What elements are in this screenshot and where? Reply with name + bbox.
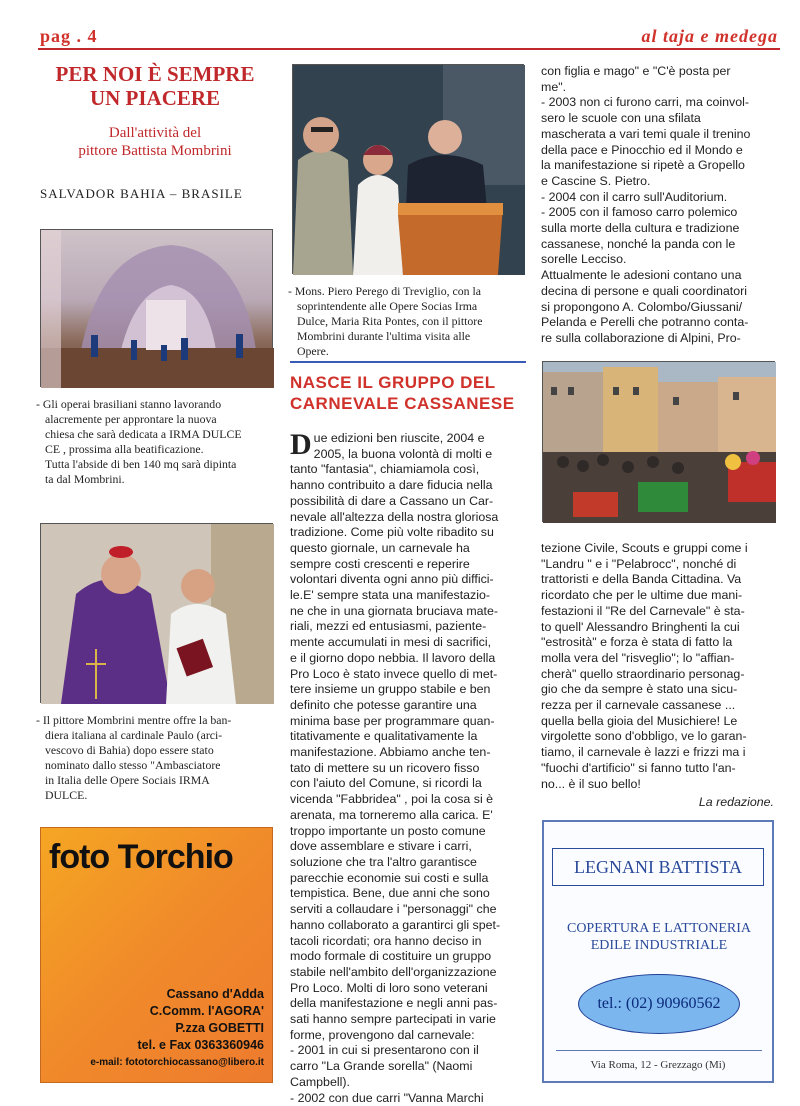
drop-cap: D — [290, 428, 312, 461]
ad-address: Via Roma, 12 - Grezzago (Mi) — [590, 1059, 726, 1071]
article-title-carnevale — [290, 372, 526, 414]
body-line: tato di mettere su un ricovero fisso — [290, 760, 480, 775]
caption-line: Mombrini durante l'ultima visita alle — [297, 329, 471, 343]
ad-legnani-battista — [542, 820, 774, 1083]
body-line: Pro Loco. Molti di loro sono veterani — [290, 980, 488, 995]
caption-line: vescovo di Bahia) dopo essere stato — [45, 743, 214, 757]
caption-line: - Mons. Piero Perego di Treviglio, con la — [288, 284, 482, 298]
caption-line: CE , prossima alla beatificazione. — [45, 442, 204, 456]
body-line: cassanese, nonché la panda con le — [541, 236, 736, 251]
body-line: della pace e Pinocchio ed il Mondo e — [541, 142, 743, 157]
cardinal-image — [41, 524, 274, 704]
ad-brand-torchio: Torchio — [117, 838, 233, 876]
body-line: serviti a collaudare i "personaggi" che — [290, 902, 497, 917]
header-rule — [38, 48, 780, 50]
body-line: modo formale di costituire un gruppo — [290, 949, 492, 964]
church-interior-image — [41, 230, 274, 388]
body-line: con figlia e mago" e "C'è posta per — [541, 64, 731, 78]
masthead: al taja e medega — [641, 26, 778, 46]
body-line: con l'aiuto del Comune, si ricordi la — [290, 776, 482, 791]
caption-line: DULCE. — [45, 788, 88, 802]
body-line: titativamente e qualitativamente la — [290, 729, 478, 744]
title-line: UN PIACERE — [89, 86, 221, 110]
body-line: tezione Civile, Scouts e gruppi come i — [541, 541, 748, 555]
ad-divider — [556, 1050, 762, 1051]
body-line: re sulla collaborazione di Alpini, Pro- — [541, 330, 741, 345]
visit-image — [293, 65, 525, 275]
caption-line: - Il pittore Mombrini mentre offre la ban- — [36, 713, 232, 727]
caption-line: in Italia delle Opere Sociais IRMA — [45, 773, 210, 787]
body-line: no... è il suo bello! — [541, 776, 641, 791]
body-line: hanno contribuito a dare fiducia nella — [290, 478, 493, 493]
article-rule — [290, 361, 526, 363]
ad-foto-torchio — [40, 827, 273, 1083]
location-label: SALVADOR BAHIA – BRASILE — [40, 186, 243, 201]
caption-line: Tutta l'abside di ben 140 mq sarà dipinta — [45, 457, 237, 471]
body-line: - 2002 con due carri "Vanna Marchi — [290, 1090, 484, 1105]
photo-visit — [292, 64, 524, 274]
body-line: arenata, ma torneremo alla carica. E' — [290, 807, 493, 822]
caption-photo-2 — [36, 713, 276, 803]
body-line: Attualmente le adesioni contano una — [541, 268, 742, 283]
body-line: "estrosità" e forza è stata di fatto la — [541, 635, 733, 650]
body-line: soluzione che tra l'altro garantisce — [290, 854, 477, 869]
body-line: minima base per programmare quan- — [290, 713, 495, 728]
body-line: troppo importante un posto comune — [290, 823, 486, 838]
title-line: CARNEVALE CASSANESE — [290, 394, 515, 413]
body-line: "fuochi d'artificio" si fanno tutto l'an- — [541, 760, 736, 775]
subtitle-line: Dall'attività del — [108, 125, 202, 141]
ad-line: tel. e Fax 0363360946 — [137, 1038, 264, 1052]
caption-line: Opere. — [297, 344, 329, 358]
body-line: nevale all'altezza della nostra gloriosa — [290, 509, 499, 524]
body-line: quella bella gioia del Musichiere! Le — [541, 713, 738, 728]
body-line: ricordato che per le ultime due mani- — [541, 588, 743, 603]
body-line: rezza per il carnevale cassanese ... — [541, 698, 736, 713]
body-line: sero le scuole con una sfilata — [541, 111, 701, 126]
body-line: Pro Loco è stato invece quello di met- — [290, 666, 498, 681]
body-line: forme, provengono dal carnevale: — [290, 1027, 475, 1042]
caption-line: - Gli operai brasiliani stanno lavorando — [36, 397, 222, 411]
body-line: - 2003 non ci furono carri, ma coinvol- — [541, 95, 749, 110]
body-line: hanno collaborato a garantirci gli spet- — [290, 917, 501, 932]
ad-line: P.zza GOBETTI — [175, 1021, 264, 1035]
body-line: decina di persone e quali coordinatori — [541, 283, 747, 298]
ad-service-line: EDILE INDUSTRIALE — [590, 938, 728, 953]
signature: La redazione. — [698, 795, 774, 809]
caption-line: alacremente per approntare la nuova — [45, 412, 217, 426]
body-line: tanto "fantasia", chiamiamola così, — [290, 462, 480, 477]
body-line: questo giornale, un carnevale ha — [290, 540, 470, 555]
body-line: festazioni il "Re del Carnevale" è sta- — [541, 603, 745, 618]
body-line: cherà" quello straordinario personag- — [541, 666, 745, 681]
body-line: me". — [541, 79, 567, 94]
body-line: ne che in una giornata bruciava mate- — [290, 603, 499, 618]
article-subtitle-left — [36, 124, 274, 160]
ad-name-box — [552, 848, 764, 886]
body-line: manifestazione. Abbiamo anche ten- — [290, 745, 491, 760]
ad-line: C.Comm. l'AGORA' — [149, 1004, 264, 1018]
body-line: la manifestazione si ripetè a Gropello — [541, 158, 745, 173]
caption-line: chiesa che sarà dedicata a IRMA DULCE — [45, 427, 242, 441]
body-line: sempre costi crescenti e reperire — [290, 556, 470, 571]
carnival-square-image — [543, 362, 776, 523]
body-line: ue edizioni ben riuscite, 2004 e — [313, 431, 485, 445]
body-line: tiamo, il carnevale è lazzi e frizzi ma i — [541, 745, 746, 760]
body-line: - 2004 con il carro sull'Auditorium. — [541, 189, 728, 204]
body-line: - 2005 con il famoso carro polemico — [541, 205, 738, 220]
caption-line: Dulce, Maria Rita Pontes, con il pittore — [297, 314, 483, 328]
subtitle-line: pittore Battista Mombrini — [78, 143, 232, 159]
photo-cardinal — [40, 523, 273, 703]
body-line: tacoli ricordati; ora hanno deciso in — [290, 933, 482, 948]
body-line: gio che da sempre è stato una sicu- — [541, 682, 738, 697]
ad-brand-foto: foto — [49, 838, 110, 876]
body-line: tere insieme un gruppo stabile e ben — [290, 682, 491, 697]
body-line: definito che potesse garantire una — [290, 697, 477, 712]
caption-photo-3 — [288, 284, 528, 359]
ad-phone-badge — [578, 974, 740, 1034]
body-line: 2005, la buona volontà di molti e — [313, 446, 493, 461]
body-line: e il giorno dopo nebbia. Il lavoro della — [290, 650, 496, 665]
body-line: carro "La Grande sorella" (Naomi — [290, 1059, 473, 1074]
body-line: sulla morte della cultura e tradizione — [541, 221, 740, 236]
body-line: vicenda "Fabbridea" , poi la cosa si è — [290, 792, 494, 807]
caption-line: diera italiana al cardinale Paulo (arci- — [45, 728, 223, 742]
body-line: molla vera del "risveglio"; lo "affian- — [541, 650, 735, 665]
body-line: Campbell). — [290, 1074, 350, 1089]
photo-church-workers — [40, 229, 273, 387]
body-line: sati hanno sempre partecipati in varie — [290, 1012, 496, 1027]
body-line: "Landru " e i "Pelabrocc", nonché di — [541, 556, 737, 571]
caption-line: ta dal Mombrini. — [45, 472, 125, 486]
body-line: e Cascine S. Pietro. — [541, 173, 651, 188]
body-line: tradizione. Come più volte ribadito su — [290, 525, 494, 540]
body-line: dove assemblare e stivare i carri, — [290, 839, 472, 854]
ad-service-line: COPERTURA E LATTONERIA — [566, 921, 752, 936]
body-line: volontari diventa ogni anno più diffici- — [290, 572, 494, 587]
ad-phone[interactable]: tel.: (02) 90960562 — [597, 995, 721, 1012]
caption-line: nominato dallo stesso "Ambasciatore — [45, 758, 221, 772]
body-line: stabile nell'ambito dell'organizzazione — [290, 964, 497, 979]
ad-email[interactable]: e-mail: fototorchiocassano@libero.it — [90, 1057, 264, 1068]
body-line: mascherata a vari temi quale il trenino — [541, 126, 751, 141]
caption-photo-1 — [36, 397, 276, 487]
article-body-middle — [290, 428, 526, 1105]
caption-line: soprintendente alle Opere Socias Irma — [297, 299, 478, 313]
body-line: le.E' sempre stata una manifestazio- — [290, 588, 491, 603]
title-line: NASCE IL GRUPPO DEL — [290, 373, 496, 392]
photo-carnival-square — [542, 361, 775, 522]
article-body-right-bottom — [541, 541, 775, 792]
body-line: riali, mezzi ed entusiasmi, paziente- — [290, 619, 487, 634]
body-line: trattoristi e della Banda Cittadina. Va — [541, 572, 742, 587]
page-number: pag . 4 — [40, 26, 98, 46]
title-line: PER NOI È SEMPRE — [55, 62, 255, 86]
body-line: Pelanda e Perelli che potranno conta- — [541, 315, 749, 330]
article-title-left — [36, 62, 274, 110]
body-line: tempistica. Bene, due anni che sono — [290, 886, 490, 901]
article-body-right-top — [541, 64, 775, 347]
ad-name: LEGNANI BATTISTA — [573, 857, 743, 877]
body-line: mente accumulati in mesi di sacrifici, — [290, 635, 492, 650]
body-line: della manifestazione e negli anni pas- — [290, 996, 498, 1011]
body-line: sorelle Lecciso. — [541, 252, 627, 267]
body-line: virgolette sono d'obbligo, ve lo garan- — [541, 729, 747, 744]
body-line: to quell' Alessandro Bringhenti la cui — [541, 619, 740, 634]
body-line: possibilità di dare a Cassano un Car- — [290, 493, 494, 508]
body-line: parecchie economie sui costi e sulla — [290, 870, 489, 885]
body-line: si propongono A. Colombo/Giussani/ — [541, 299, 743, 314]
body-line: - 2001 in cui si presentarono con il — [290, 1043, 479, 1058]
ad-line: Cassano d'Adda — [166, 987, 264, 1001]
